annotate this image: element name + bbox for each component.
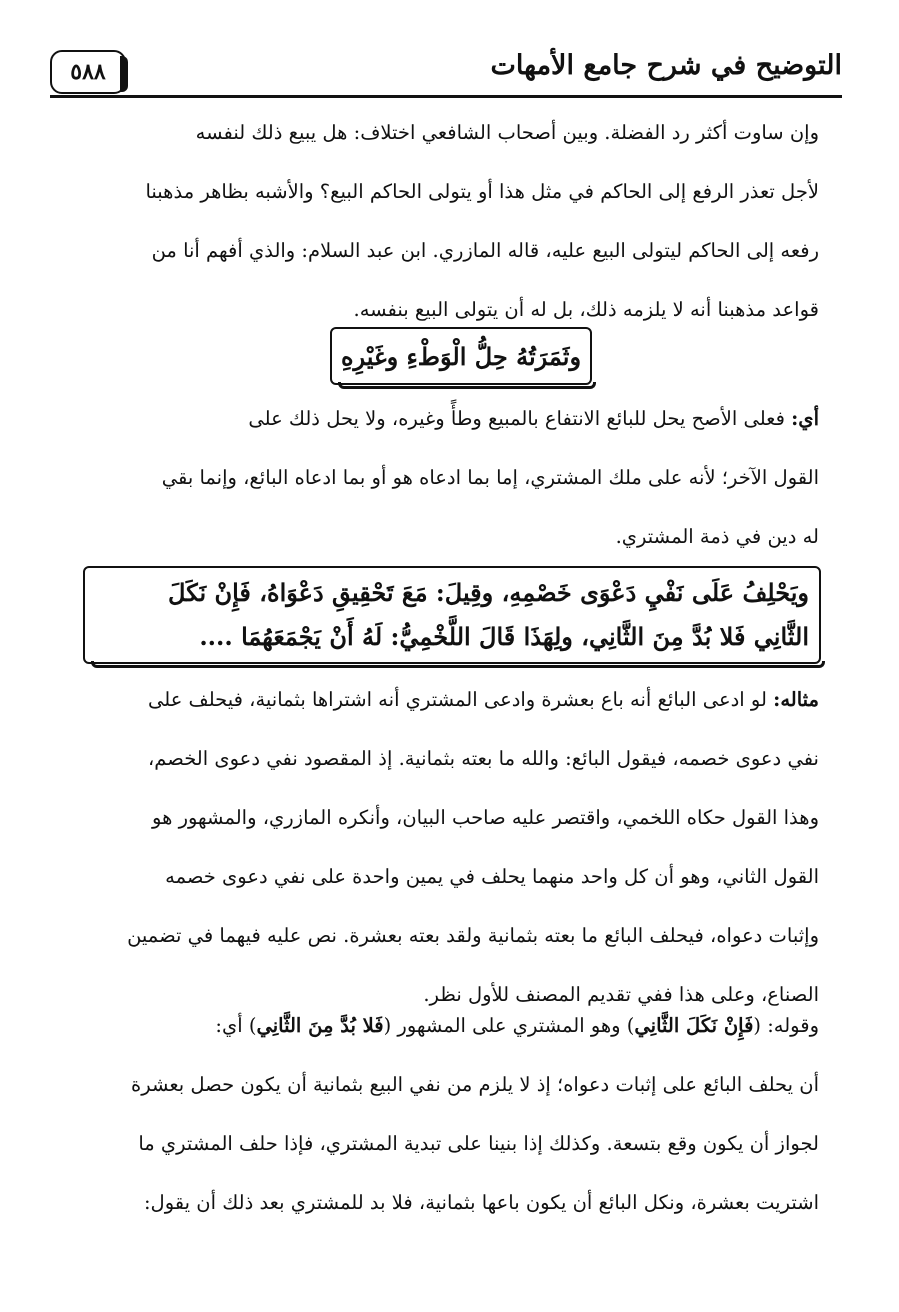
matn-box-1 bbox=[330, 327, 592, 385]
matn-text: وثَمَرَتُهُ حِلُّ الْوَطْءِ وغَيْرِهِ bbox=[340, 341, 582, 371]
text-line: له دين في ذمة المشتري. bbox=[615, 525, 819, 548]
text-segment: فعلى الأصح يحل للبائع الانتفاع بالمبيع وطأً وغيره، ولا يحل ذلك على bbox=[248, 407, 792, 430]
text-segment: ) أي: bbox=[215, 1014, 257, 1037]
text-line: رفعه إلى الحاكم ليتولى البيع عليه، قاله المازري. ابن عبد السلام: والذي أفهم أنا من bbox=[151, 239, 819, 262]
text-segment: ) وهو المشتري على المشهور ( bbox=[383, 1014, 635, 1037]
page-header bbox=[50, 40, 842, 100]
matn-line: ويَحْلِفُ عَلَى نَفْيِ دَعْوَى خَصْمِهِ، وقِيلَ: مَعَ تَحْقِيقِ دَعْوَاهُ، فَإِنْ نَكَلَ bbox=[168, 578, 809, 607]
text-line: نفي دعوى خصمه، فيقول البائع: والله ما بعته بثمانية. إذ المقصود نفي دعوى الخصم، bbox=[148, 747, 819, 770]
header-rule bbox=[50, 95, 842, 98]
text-line: القول الآخر؛ لأنه على ملك المشتري، إما بما ادعاه هو أو بما ادعاه البائع، وإنما بقي bbox=[161, 466, 819, 489]
paragraph-3 bbox=[79, 670, 819, 1024]
matn-box-2 bbox=[83, 566, 821, 664]
text-line: وإن ساوت أكثر رد الفضلة. وبين أصحاب الشافعي اختلاف: هل يبيع ذلك لنفسه bbox=[195, 121, 819, 144]
page-number-text: ٥٨٨ bbox=[70, 59, 106, 85]
matn-line: الثَّانِي فَلا بُدَّ مِنَ الثَّانِي، ولِهَذَا قَالَ اللَّخْمِيُّ: لَهُ أَنْ يَجْمَعَهُمَا .... bbox=[199, 622, 809, 651]
text-line: الصناع، وعلى هذا ففي تقديم المصنف للأول نظر. bbox=[423, 983, 819, 1006]
text-line bbox=[79, 996, 819, 1055]
text-segment: لو ادعى البائع أنه باع بعشرة وادعى المشتري أنه اشتراها بثمانية، فيحلف على bbox=[147, 688, 774, 711]
text-line: اشتريت بعشرة، ونكل البائع أن يكون باعها بثمانية، فلا بد للمشتري بعد ذلك أن يقول: bbox=[143, 1191, 819, 1214]
page-number bbox=[50, 50, 126, 94]
text-line: قواعد مذهبنا أنه لا يلزمه ذلك، بل له أن يتولى البيع بنفسه. bbox=[353, 298, 819, 321]
text-line bbox=[79, 389, 819, 448]
paragraph-4 bbox=[79, 996, 819, 1232]
text-line: لجواز أن يكون وقع بتسعة. وكذلك إذا بنينا على تبدية المشتري، فإذا حلف المشتري ما bbox=[138, 1132, 819, 1155]
running-title: التوضيح في شرح جامع الأمهات bbox=[490, 50, 842, 81]
quoted-matn: فَلا بُدَّ مِنَ الثَّانِي bbox=[256, 1014, 384, 1037]
text-line: لأجل تعذر الرفع إلى الحاكم في مثل هذا أو يتولى الحاكم البيع؟ والأشبه بظاهر مذهبنا bbox=[145, 180, 819, 203]
paragraph-2 bbox=[79, 389, 819, 566]
text-line: القول الثاني، وهو أن كل واحد منهما يحلف في يمين واحدة على نفي دعوى خصمه bbox=[165, 865, 819, 888]
text-segment: وقوله: ( bbox=[753, 1014, 819, 1037]
quoted-matn: فَإِنْ نَكَلَ الثَّانِي bbox=[634, 1014, 754, 1037]
paragraph-1 bbox=[79, 103, 819, 339]
text-line: أن يحلف البائع على إثبات دعواه؛ إذ لا يلزم من نفي البيع بثمانية أن يكون حصل بعشرة bbox=[131, 1073, 819, 1096]
text-line bbox=[79, 670, 819, 729]
text-line: وإثبات دعواه، فيحلف البائع ما بعته بثمانية ولقد بعته بعشرة. نص عليه فيهما في تضمين bbox=[127, 924, 819, 947]
paragraph-lead: أي: bbox=[791, 407, 819, 430]
text-line: وهذا القول حكاه اللخمي، واقتصر عليه صاحب البيان، وأنكره المازري، والمشهور هو bbox=[152, 806, 819, 829]
paragraph-lead: مثاله: bbox=[773, 688, 819, 711]
